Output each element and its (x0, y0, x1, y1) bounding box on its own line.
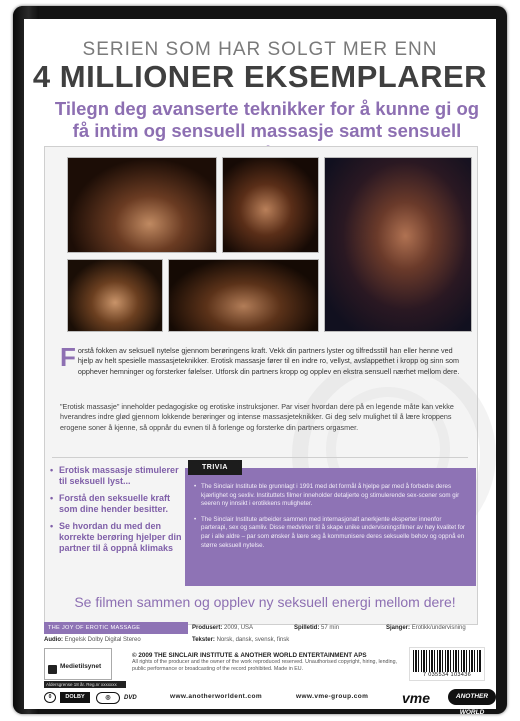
barcode (409, 647, 485, 681)
genre-label: Sjanger: (386, 625, 411, 631)
still-photo-2 (222, 157, 319, 253)
subtitles-info (192, 636, 289, 644)
still-photo-main (324, 157, 472, 332)
runtime-info (294, 624, 339, 632)
subtitles-value: Norsk, dansk, svensk, finsk (216, 637, 290, 643)
barcode-bars-icon (413, 650, 481, 672)
url-anotherworld[interactable]: www.anotherworldent.com (170, 693, 263, 700)
genre-value: Erotikk/undervisning (411, 625, 466, 631)
description-text-1: orstå fokken av seksuell nytelse gjennom berøringens kraft. Vekk din partners lyster og tilfredsstill han eller henne ved hjelp av helt spesielle massasjeteknikker. Erotisk massasje fører til en indre ro, vellyst, avslappethet i kropp og sinn som opphever hemninger og forsterker følelser. Utforsk din partners kropp og opplev en ekstra sensuell nærhet mellom dere. (77, 346, 460, 376)
series-title-bar: THE JOY OF EROTIC MASSAGE (44, 622, 188, 634)
description-paragraph-1 (60, 342, 464, 377)
dvd-logo: DVD (124, 695, 137, 701)
legal-block (132, 652, 412, 673)
copyright-title: © 2009 THE SINCLAIR INSTITUTE & ANOTHER WORLD ENTERTAINMENT APS (132, 652, 367, 659)
feature-bullet: • Forstå den seksuelle kraft som dine hender besitter. (50, 493, 182, 515)
vme-logo: vme (402, 690, 431, 706)
runtime-label: Spilletid: (294, 625, 320, 631)
trivia-list (194, 483, 466, 557)
rating-registration: Aldersgrense 18 år. Reg.nr xxxxxxx (44, 681, 126, 688)
trivia-item: • The Sinclair Institute arbeider sammen med internasjonalt anerkjente eksperter innenfor parterapi, sex og samliv. Disse medvirker til å skape unike undervisningsfilmer av høy kvalitet for par i alle aldre – par som ønsker å lære seg å kommunisere deres seksuelle behov og oppnå en større seksuell nytelse. (194, 516, 466, 550)
audio-info (44, 636, 141, 644)
disc-logo-icon: ◎ (96, 692, 120, 704)
back-cover (24, 19, 496, 716)
barcode-number: 7 035534 103436 (422, 672, 472, 678)
still-photo-4 (168, 259, 319, 332)
produced-label: Produsert: (192, 625, 223, 631)
tagline-line-2: 4 MILLIONER EKSEMPLARER (32, 59, 488, 94)
produced-value: 2009, USA (224, 625, 254, 631)
audio-label: Audio: (44, 637, 63, 643)
another-world-logo: ANOTHER WORLD (448, 689, 496, 705)
copyright-text: All rights of the producer and the owner of the work reproduced reserved. Unauthorised copyright, hiring, lending, public performance or broadcasting of the record prohibited. Made in EU. (132, 659, 397, 672)
section-divider (52, 457, 468, 458)
drop-cap: F (60, 342, 76, 372)
description-paragraph-2: "Erotisk massasje" inneholder pedagogiske og erotiske instruksjoner. Par viser hvordan dere på en legende måte kan vekke hverandres indre glød gjennom lokkende berøringer og intense massasjeteknikker. Gi deg selv mulighet til å lære kroppens erogene soner å kjenne, så oppnår du evnen til å forlenge og forsterke din partners orgasmer. (60, 402, 454, 432)
produced-info (192, 624, 253, 632)
feature-bullets (50, 465, 182, 560)
region-icon: 0 (44, 692, 56, 703)
audio-value: Engelsk Dolby Digital Stereo (64, 637, 141, 643)
feature-bullet: • Erotisk massasje stimulerer til seksuell lyst... (50, 465, 182, 487)
medietilsynet-logo-icon (48, 665, 57, 674)
dolby-logo: DOLBY (60, 692, 90, 703)
url-vme[interactable]: www.vme-group.com (296, 693, 369, 700)
still-photo-1 (67, 157, 217, 253)
subtitles-label: Tekster: (192, 637, 215, 643)
footer-logos (44, 690, 489, 716)
tagline-line-1: SERIEN SOM HAR SOLGT MER ENN (82, 39, 438, 60)
feature-bullet: • Se hvordan du med den korrekte berøring hjelper din partner til å oppnå klimaks (50, 521, 182, 554)
runtime-value: 57 min (321, 625, 340, 631)
trivia-item: • The Sinclair Institute ble grunnlagt i 1991 med det formål å hjelpe par med å forbedre deres kjærlighet og sexliv. Instituttets filmer inneholder detaljerte og stimulerende sex-scener som gir seeren ny innsikt i erotikkens muligheter. (194, 483, 466, 509)
rating-org: Medietilsynet (60, 663, 102, 670)
closing-slogan: Se filmen sammen og opplev ny seksuell energi mellom dere! (74, 594, 456, 610)
promo-text: Tilegn deg avanserte teknikker for å kunne gi og få intim og sensuell massasje samt sensuell (54, 98, 480, 141)
still-photo-3 (67, 259, 163, 332)
trivia-label: TRIVIA (188, 460, 242, 475)
age-rating-badge (44, 648, 112, 680)
genre-info (386, 624, 466, 632)
